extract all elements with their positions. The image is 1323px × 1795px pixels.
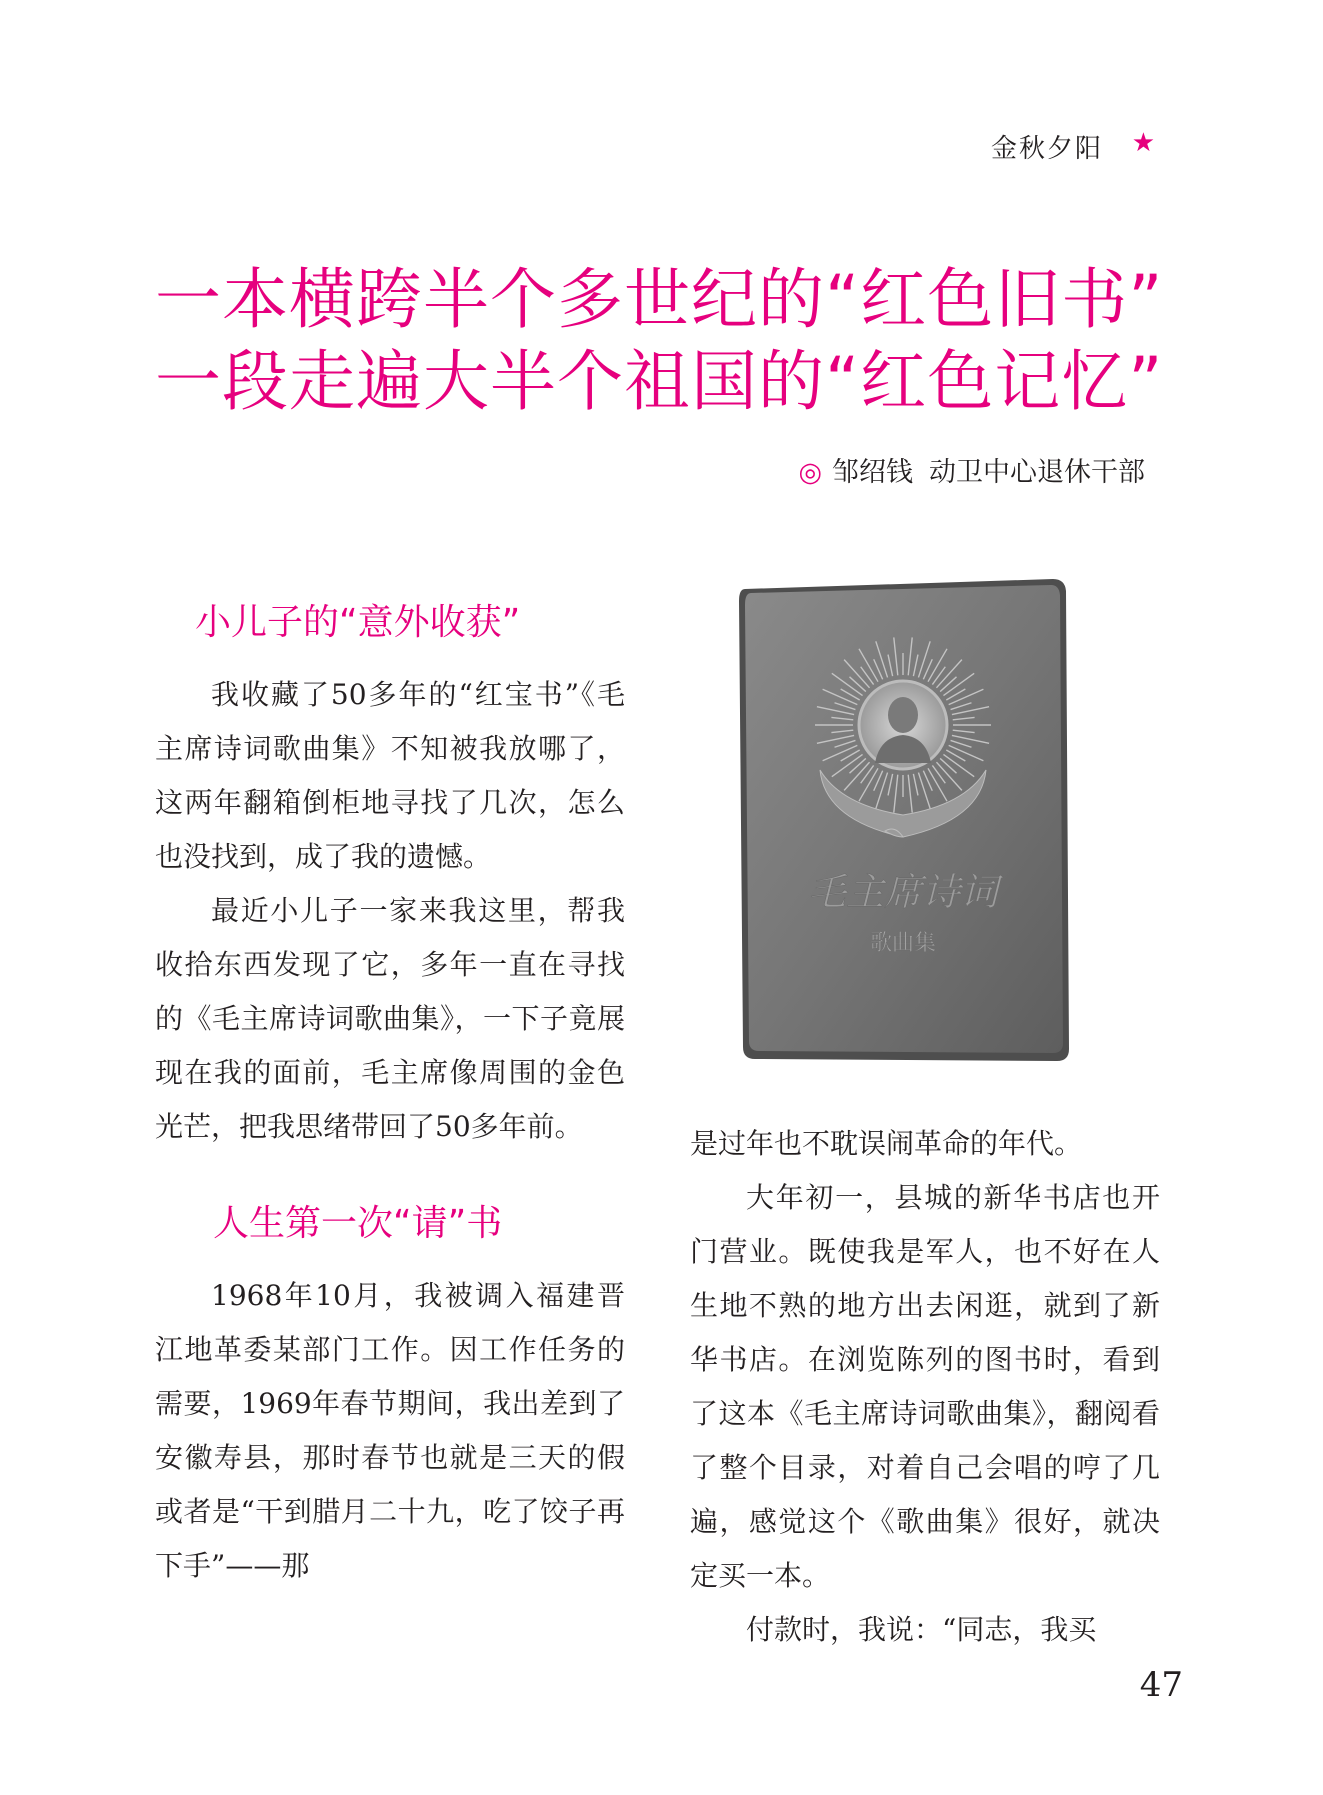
byline	[798, 450, 1145, 489]
paragraph: 付款时，我说：“同志，我买	[746, 1613, 1097, 1646]
paragraph: 我收藏了50多年的“红宝书”《毛主席诗词歌曲集》不知被我放哪了，这两年翻箱倒柜地寻找了几次，怎么也没找到，成了我的遗憾。	[155, 678, 625, 873]
paragraph: 1968年10月，我被调入福建晋江地革委某部门工作。因工作任务的需要，1969年春节期间，我出差到了安徽寿县，那时春节也就是三天的假或者是“干到腊月二十九，吃了饺子再下手”——那	[155, 1279, 625, 1582]
section-heading-2: 人生第一次“请”书	[213, 1203, 503, 1244]
star-icon: ★	[1131, 128, 1155, 158]
paragraph: 最近小儿子一家来我这里，帮我收拾东西发现了它，多年一直在寻找的《毛主席诗词歌曲集》，一下子竟展现在我的面前，毛主席像周围的金色光芒，把我思绪带回了50多年前。	[155, 894, 625, 1143]
byline-mark-icon: ◎	[798, 457, 822, 488]
cover-subtitle: 歌曲集	[869, 931, 937, 956]
left-column	[155, 598, 625, 1593]
right-column	[690, 1117, 1160, 1657]
article-title-line-1: 一本横跨半个多世纪的“红色旧书”	[155, 261, 1164, 338]
paragraph-continuation: 是过年也不耽误闹革命的年代。	[690, 1127, 1083, 1160]
cover-title: 毛主席诗词	[807, 870, 999, 914]
section-heading-1: 小儿子的“意外收获”	[195, 602, 521, 643]
section-label: 金秋夕阳	[990, 134, 1103, 164]
book-photo	[735, 575, 1070, 1065]
author-name: 邹绍钱	[832, 457, 913, 488]
paragraph: 大年初一，县城的新华书店也开门营业。既使我是军人，也不好在人生地不熟的地方出去闲逛，就到了新华书店。在浏览陈列的图书时，看到了这本《毛主席诗词歌曲集》，翻阅看了整个目录，对着自己会唱的哼了几遍，感觉这个《歌曲集》很好，就决定买一本。	[690, 1181, 1160, 1592]
article-title-line-2: 一段走遍大半个祖国的“红色记忆”	[155, 343, 1164, 420]
author-affiliation: 动卫中心退休干部	[929, 457, 1145, 488]
page-number: 47	[1139, 1665, 1183, 1705]
